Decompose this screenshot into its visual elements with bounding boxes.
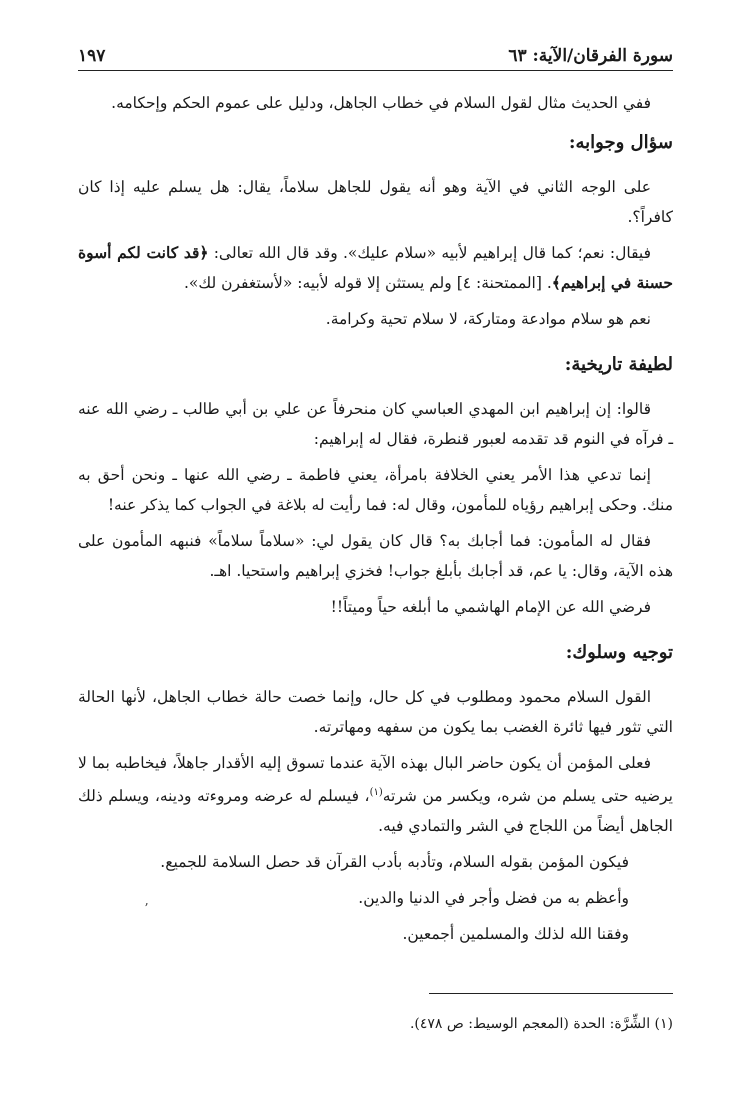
guide-2-text-post: ، فيسلم له عرضه ومروءته ودينه، ويسلم ذلك الجاهل أيضاً من اللجاج في الشر والتمادي فيه.: [78, 787, 673, 836]
answer-text-post: . [الممتحنة: ٤] ولم يستثن إلا قوله لأبيه: «لأستغفرن لك».: [183, 274, 552, 292]
paragraph-story-3: فقال له المأمون: فما أجابك به؟ قال كان يقول لي: «سلاماً سلاماً» فنبهه المأمون على هذه الآية، وقال: يا عم، قد أجابك بأبلغ جواب! فخزي إبراهيم واستحيا. اهـ.: [78, 532, 673, 580]
answer-text-pre: فيقال: نعم؛ كما قال إبراهيم لأبيه «سلام عليك». وقد قال الله تعالى:: [208, 244, 651, 262]
heading-story: لطيفة تاريخية:: [564, 354, 673, 375]
footnote: (١) الشِّرَّة: الحدة (المعجم الوسيط: ص ٤٧٨).: [409, 1016, 673, 1032]
paragraph-answer-2: نعم هو سلام موادعة ومتاركة، لا سلام تحية وكرامة.: [325, 310, 651, 328]
heading-question: سؤال وجوابه:: [568, 132, 673, 153]
paragraph-intro: ففي الحديث مثال لقول السلام في خطاب الجاهل، ودليل على عموم الحكم وإحكامه.: [111, 94, 651, 112]
paragraph-guide-4: وأعظم به من فضل وأجر في الدنيا والدين.: [358, 889, 629, 908]
guide-2-text-pre: فعلى المؤمن أن يكون حاضر البال بهذه الآية عندما تسوق إليه الأقدار جاهلاً، فيخاطبه بما لا يرضيه حتى يسلم من شره، ويكسر من شرته: [78, 754, 673, 806]
page-number: ١٩٧: [78, 46, 106, 66]
paragraph-story-1: قالوا: إن إبراهيم ابن المهدي العباسي كان منحرفاً عن علي بن أبي طالب ـ رضي الله عنه ـ فرآه في النوم قد تقدمه لعبور قنطرة، فقال له إبراهيم:: [78, 400, 673, 448]
paragraph-answer: [78, 238, 673, 298]
paragraph-story-4: فرضي الله عن الإمام الهاشمي ما أبلغه حياً وميتاً!!: [330, 598, 651, 616]
page-header: [78, 36, 673, 66]
surah-reference: سورة الفرقان/الآية: ٦٣: [508, 46, 673, 66]
paragraph-question: على الوجه الثاني في الآية وهو أنه يقول للجاهل سلاماً، يقال: هل يسلم عليه إذا كان كافراً؟.: [78, 178, 673, 226]
paragraph-guide-2: [78, 748, 673, 841]
header-divider: [78, 70, 673, 71]
heading-guidance: توجيه وسلوك:: [565, 642, 673, 663]
paragraph-guide-3: فيكون المؤمن بقوله السلام، وتأدبه بأدب القرآن قد حصل السلامة للجميع.: [160, 853, 629, 872]
paragraph-guide-1: القول السلام محمود ومطلوب في كل حال، وإنما خصت حالة خطاب الجاهل، لأنها الحالة التي تثور فيها ثائرة الغضب بما يكون من سفهه ومهاترته.: [78, 688, 673, 736]
paragraph-story-2: إنما تدعي هذا الأمر يعني الخلافة بامرأة، يعني فاطمة ـ رضي الله عنها ـ ونحن أحق به منك. وحكى إبراهيم رؤياه للمأمون، وقال له: فما رأيت له بلاغة في الجواب كما يذكر عنه!: [78, 466, 673, 514]
quran-verse: ﴿قد كانت لكم أسوة حسنة في إبراهيم﴾: [78, 243, 673, 292]
page-body: [78, 88, 673, 955]
stray-mark: ʼ: [144, 902, 149, 917]
footnote-divider: [429, 993, 673, 994]
paragraph-guide-5: وفقنا الله لذلك والمسلمين أجمعين.: [402, 925, 629, 944]
footnote-ref[interactable]: (١): [369, 787, 383, 798]
